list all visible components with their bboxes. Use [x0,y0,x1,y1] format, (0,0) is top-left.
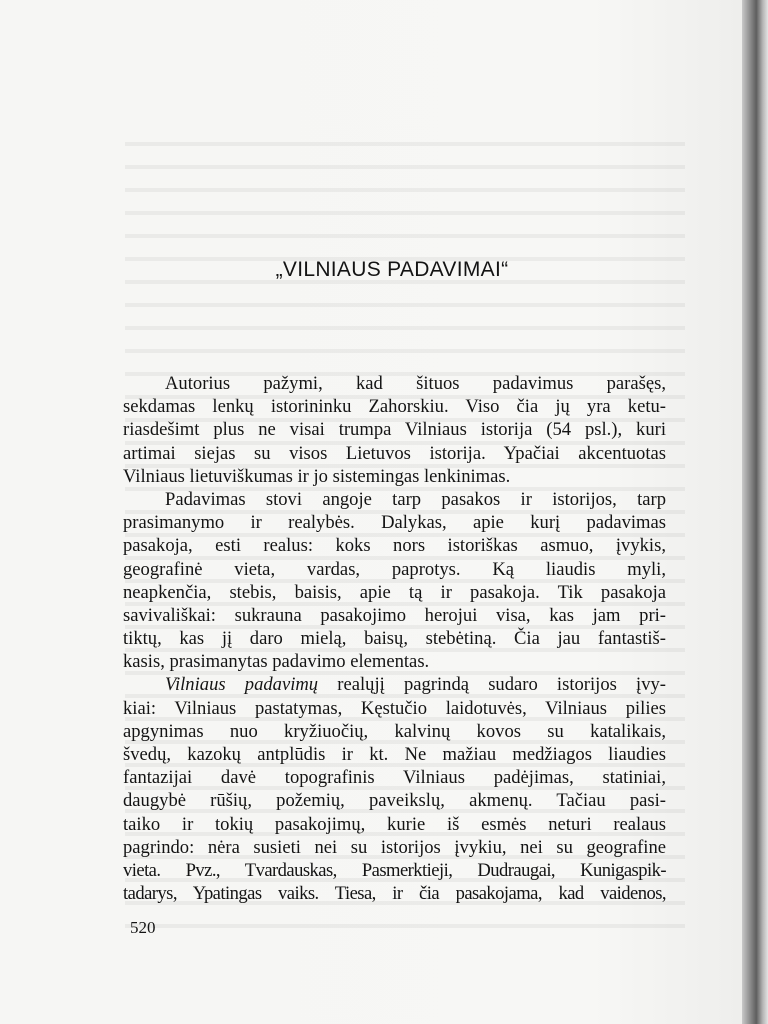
text-line: švedų, kazokų antplūdis ir kt. Ne mažiau medžiagos liaudies [123,744,666,765]
text-line: neapkenčia, stebis, baisis, apie tą ir pasakoja. Tik pasakoja [123,581,666,603]
text-line: savivališkai: sukrauna pasakojimo herojui visa, kas jam pri- [123,604,666,626]
text-line: vieta. Pvz., Tvardauskas, Pasmerktieji, Dudraugai, Kunigaspik- [123,859,666,881]
text-line: sekdamas lenkų istorininku Zahorskiu. Viso čia jų yra ketu- [123,396,666,418]
text-line: taiko ir tokių pasakojimų, kurie iš esmės neturi realaus [123,813,666,835]
text-line: pasakoja, esti realus: koks nors istoriškas asmuo, įvykis, [123,535,666,557]
text-line: kasis, prasimanytas padavimo elementas. [123,651,430,673]
text-line: Autorius pažymi, kad šituos padavimus parašęs, [165,373,666,394]
text-line: kiai: Vilniaus pastatymas, Kęstučio laidotuvės, Vilniaus pilies [123,697,666,719]
text-line: tiktų, kas jį daro mielą, baisų, stebėtiną. Čia jau fantastiš- [123,628,666,650]
chapter-title: „VILNIAUS PADAVIMAI“ [275,258,509,281]
book-page-edge [742,0,768,1024]
text-line: pagrindo: nėra susieti nei su istorijos įvykiu, nei su geografine [123,836,666,858]
text-line: daugybė rūšių, požemių, paveikslų, akmenų. Tačiau pasi- [123,790,666,812]
text-line: prasimanymo ir realybės. Dalykas, apie kurį padavimas [123,512,666,534]
text-line: Padavimas stovi angoje tarp pasakos ir istorijos, tarp [165,488,666,510]
text-line: artimai siejas su visos Lietuvos istorija. Ypačiai akcentuotas [123,442,666,464]
text-line: fantazijai davė topografinis Vilniaus padėjimas, statiniai, [123,767,666,789]
text-line-rest: realųjį pagrindą sudaro istorijos įvy- [337,674,666,696]
text-line [123,673,666,696]
text-line: apgynimas nuo kryžiuočių, kalvinų kovos su katalikais, [123,720,666,742]
page-number: 520 [130,918,156,937]
text-line: Vilniaus lietuviškumas ir jo sistemingas lenkinimas. [123,465,511,487]
text-line: geografinė vieta, vardas, paprotys. Ką liaudis myli, [123,558,666,580]
text-line: tadarys, Ypatingas vaiks. Tiesa, ir čia pasakojama, kad vaidenos, [123,883,666,905]
italic-phrase: Vilniaus padavimų [165,674,319,696]
text-line: riasdešimt plus ne visai trumpa Vilniaus istorija (54 psl.), kuri [123,419,666,441]
body-text [123,372,666,905]
